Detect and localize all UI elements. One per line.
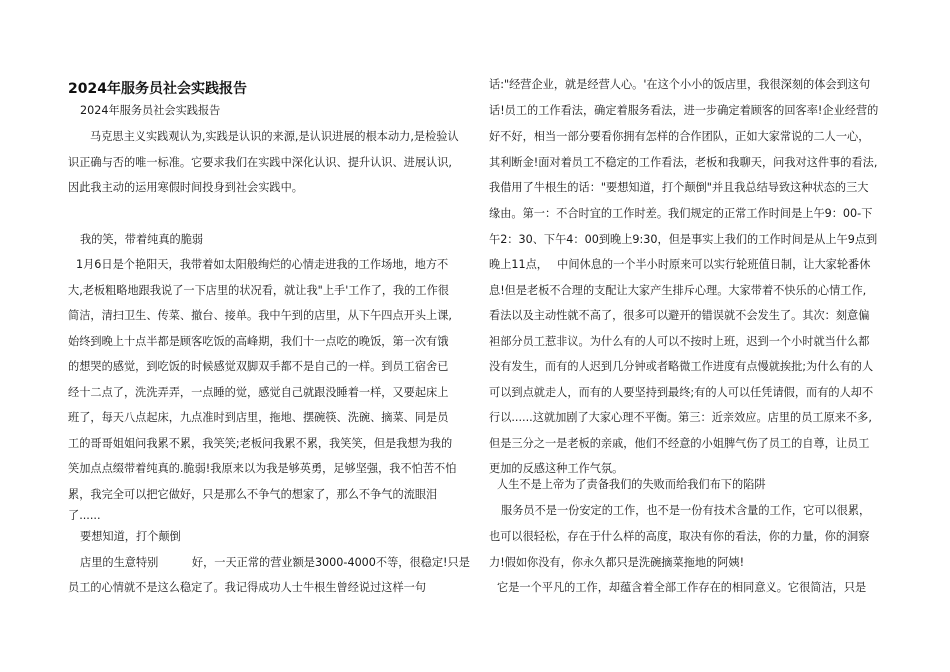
paragraph-line: 话:"经营企业，就是经营人心。'在这个小小的饭店里，我很深刻的体会到这句 <box>489 78 871 91</box>
paragraph-line: 话!员工的工作看法，确定着服务看法，进一步确定着顾客的回客率!企业经营的 <box>489 104 879 117</box>
paragraph-line: 识正确与否的唯一标准。它要求我们在实践中深化认识、提升认识、进展认识, <box>68 156 452 169</box>
paragraph-line: 的想哭的感觉，到吃饭的时候感觉双脚双手都不是自己的一样。到员工宿舍已 <box>68 360 449 373</box>
paragraph-line: 袒部分员工惹非议。为什么有的人可以不按时上班，迟到一个小时就当什么都 <box>489 335 870 348</box>
paragraph-line: 经十二点了，洗洗弄弄，一点睡的觉，感觉自己就跟没睡着一样，又要起床上 <box>68 386 449 399</box>
section-heading: 人生不是上帝为了责备我们的失败而给我们布下的陷阱 <box>497 478 766 491</box>
paragraph-line: 店里的生意特别 好，一天正常的营业额是3000-4000不等，很稳定!只是 <box>80 556 470 569</box>
paragraph-line: 始终到晚上十点半都是顾客吃饭的高峰期，我们十一点吃的晚饭，第一次有饿 <box>68 335 449 348</box>
paragraph-line: 更加的反感这种工作气氛。 <box>489 462 624 475</box>
paragraph-line: 息!但是老板不合理的支配让大家产生排斥心理。大家带着不快乐的心情工作, <box>489 284 867 297</box>
paragraph-line: 晚上11点， 中间休息的一个半小时原来可以实行轮班值日制，让大家轮番休 <box>489 258 871 271</box>
paragraph-line: 好不好，相当一部分要看你拥有怎样的合作团队，正如大家常说的二人一心， <box>489 130 870 143</box>
paragraph-line: 班了，每天八点起床，九点准时到店里，拖地、摆碗筷、洗碗、摘菜、同是员 <box>68 411 449 424</box>
page-title: 2024年服务员社会实践报告 <box>68 81 247 97</box>
subtitle-line: 2024年服务员社会实践报告 <box>80 104 221 117</box>
paragraph-line: 可以到点就走人，而有的人要坚持到最终;有的人可以任凭请假，而有的人却不 <box>489 386 874 399</box>
paragraph-line: 1月6日是个艳阳天，我带着如太阳般绚烂的心情走进我的工作场地，地方不 <box>76 258 449 271</box>
paragraph-line: 行以......这就加剧了大家心理不平衡。第三：近亲效应。店里的员工原来不多, <box>489 411 872 424</box>
paragraph-line: 我借用了牛根生的话："要想知道，打个颠倒"并且我总结导致这种状态的三大 <box>489 181 869 194</box>
paragraph-line: 服务员不是一份安定的工作，也不是一份有技术含量的工作，它可以很累， <box>501 504 871 517</box>
paragraph-line: 但是三分之一是老板的亲戚，他们不经意的小姐脾气伤了员工的自尊，让员工 <box>489 437 870 450</box>
paragraph-line: 力!假如你没有，你永久都只是洗碗摘菜拖地的阿姨! <box>489 556 745 569</box>
paragraph-line: 缘由。第一：不合时宜的工作时差。我们规定的正常工作时间是上午9：00-下 <box>489 207 873 220</box>
paragraph-line: 它是一个平凡的工作，却蕴含着全部工作存在的相同意义。它很简洁，只是 <box>497 581 867 594</box>
paragraph-line: 了...... <box>68 509 101 522</box>
paragraph-line: 笑加点点缀带着纯真的.脆弱!我原来以为我是够英勇，足够坚强，我不怕苦不怕 <box>68 462 457 475</box>
paragraph-line: 也可以很轻松，存在于什么样的高度，取决有你的看法，你的力量，你的洞察 <box>489 530 870 543</box>
paragraph-line: 没有发生，而有的人迟到几分钟或者略微工作进度有点慢就挨批;为什么有的人 <box>489 360 874 373</box>
paragraph-line: 其利断金!面对着员工不稳定的工作看法，老板和我聊天，问我对这件事的看法, <box>489 156 878 169</box>
paragraph-line: 简洁，清扫卫生、传菜、撤台、接单。我中午到的店里，从下午四点开头上课, <box>68 309 452 322</box>
paragraph-line: 马克思主义实践观认为,实践是认识的来源,是认识进展的根本动力,是检验认 <box>90 130 459 143</box>
section-heading: 要想知道，打个颠倒 <box>80 530 181 543</box>
paragraph-line: 午2：30、下午4：00到晚上9:30，但是事实上我们的工作时间是从上午9点到 <box>489 233 878 246</box>
paragraph-line: 大,老板粗略地跟我说了一下店里的状况看，就让我"上手'工作了，我的工作很 <box>68 284 449 297</box>
paragraph-line: 看法以及主动性就不高了，很多可以避开的错误就不会发生了。其次：刻意偏 <box>489 309 870 322</box>
paragraph-line: 因此我主动的运用寒假时间投身到社会实践中。 <box>68 181 303 194</box>
paragraph-line: 累，我完全可以把它做好，只是那么不争气的想家了，那么不争气的流眼泪 <box>68 488 438 501</box>
paragraph-line: 员工的心情就不是这么稳定了。我记得成功人士牛根生曾经说过这样一句 <box>68 581 427 594</box>
paragraph-line: 工的哥哥姐姐问我累不累，我笑笑;老板问我累不累，我笑笑，但是我想为我的 <box>68 437 453 450</box>
section-heading: 我的笑，带着纯真的脆弱 <box>80 233 204 246</box>
